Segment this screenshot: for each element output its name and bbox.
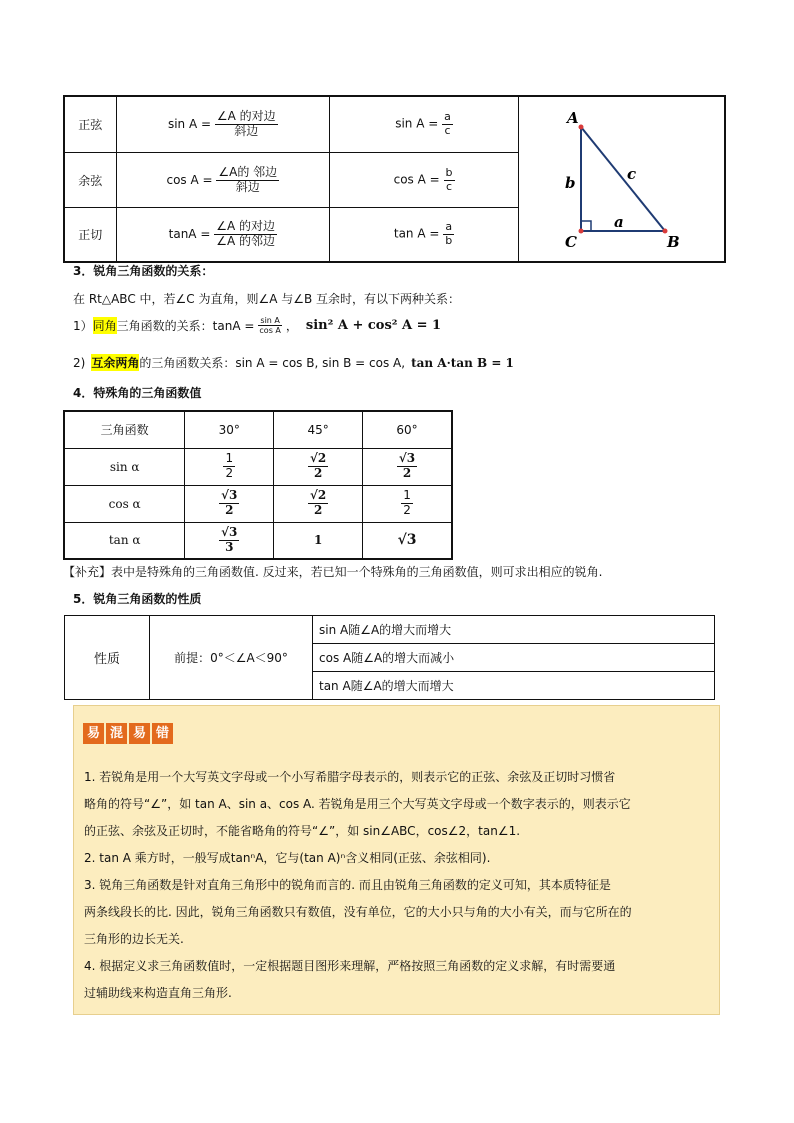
tip-line: 4. 根据定义求三角函数值时，一定根据题目图形来理解，严格按照三角函数的定义求解，有时需要通 [84, 959, 616, 973]
denominator: c [445, 179, 453, 193]
formula-lhs: cos A = [393, 172, 440, 187]
tangent-identity: tan A·tan B = 1 [411, 355, 514, 370]
numerator: ∠A 的对边 [216, 109, 276, 124]
numerator: sin A [260, 316, 280, 325]
fraction [442, 111, 453, 137]
definition-table [63, 95, 726, 263]
value-cell: 1 [274, 522, 363, 559]
property-item: tan A随∠A的增大而增大 [313, 672, 715, 700]
numerator: 1 [225, 451, 234, 466]
pythagorean-identity: sin² A + cos² A = 1 [305, 318, 442, 334]
fraction [444, 167, 455, 193]
table-row [64, 448, 452, 485]
numerator: b [445, 165, 453, 179]
function-name: cos α [64, 485, 185, 522]
value-cell [274, 485, 363, 522]
tip-paragraph-1 [84, 764, 710, 845]
def-letter-formula [330, 96, 519, 153]
fraction [443, 221, 454, 247]
numerator: √3 [221, 488, 238, 503]
function-name: sin α [64, 448, 185, 485]
fraction [216, 166, 279, 195]
denominator: ∠A 的邻边 [216, 233, 276, 248]
formula-lhs: cos A = [166, 172, 213, 187]
common-mistakes-box [73, 705, 720, 1015]
column-header: 30° [185, 411, 274, 448]
def-letter-formula [330, 207, 519, 262]
function-name: tan α [64, 522, 185, 559]
tip-line: 过辅助线来构造直角三角形. [84, 986, 232, 1000]
denominator: 3 [225, 539, 234, 554]
section-3-intro: 在 Rt△ABC 中，若∠C 为直角，则∠A 与∠B 互余时，有以下两种关系： [73, 292, 461, 306]
property-item: cos A随∠A的增大而减小 [313, 644, 715, 672]
numerator: √2 [310, 488, 327, 503]
property-item: sin A随∠A的增大而增大 [313, 616, 715, 644]
numerator: a [444, 110, 451, 124]
denominator: 2 [313, 466, 323, 480]
table-row [64, 522, 452, 559]
point-a [578, 125, 583, 130]
highlight-text: 同角 [92, 319, 117, 334]
numerator: √2 [310, 451, 327, 466]
denominator: 斜边 [235, 179, 260, 194]
item-text: 的三角函数关系：sin A = cos B, sin B = cos A, [139, 356, 406, 370]
def-name: 正弦 [64, 96, 116, 153]
section-5-heading: 5．锐角三角函数的性质 [73, 592, 202, 606]
numerator: √3 [398, 451, 416, 466]
relation-item-2 [73, 354, 514, 371]
def-name: 余弦 [64, 153, 116, 208]
def-word-formula [116, 153, 330, 208]
denominator: 2 [402, 466, 412, 480]
item-text: ， [285, 319, 298, 334]
denominator: 2 [403, 503, 411, 517]
numerator: ∠A的 邻边 [218, 164, 278, 179]
tip-paragraph-3 [84, 872, 710, 953]
supplement-note: 【补充】表中是特殊角的三角函数值. 反过来，若已知一个特殊角的三角函数值，则可求出相应的锐角. [63, 565, 603, 579]
fraction [397, 452, 417, 481]
fraction [219, 489, 239, 518]
tip-paragraph-2: 2. tan A 乘方时，一般写成tanⁿA，它与(tan A)ⁿ含义相同(正弦、余弦相同). [84, 851, 491, 865]
premise-cell: 前提：0°＜∠A＜90° [150, 616, 313, 700]
mistakes-badge [83, 723, 175, 744]
property-table [64, 615, 715, 700]
special-angle-table [63, 410, 453, 560]
section-3-heading: 3．锐角三角函数的关系： [73, 264, 214, 278]
badge-char: 易 [83, 723, 104, 744]
fraction [215, 110, 278, 139]
table-row [64, 485, 452, 522]
denominator: 2 [225, 466, 234, 480]
item-text: 三角函数的关系：tanA = [116, 319, 255, 334]
denominator: 2 [313, 503, 323, 517]
def-letter-formula [330, 153, 519, 208]
numerator: ∠A 的对边 [216, 219, 276, 234]
numerator: a [445, 220, 453, 234]
table-row [64, 96, 725, 153]
value-cell [274, 448, 363, 485]
fraction [257, 316, 282, 335]
label-c-vertex: C [564, 233, 577, 251]
property-label: 性质 [65, 616, 150, 700]
triangle-diagram-cell [518, 96, 725, 262]
numerator: √3 [221, 524, 238, 539]
def-word-formula [116, 207, 330, 262]
fraction [219, 526, 239, 555]
fraction [401, 489, 413, 518]
badge-char: 混 [106, 723, 127, 744]
label-b-vertex: B [666, 233, 680, 251]
denominator: cos A [259, 326, 281, 336]
denominator: 斜边 [234, 124, 259, 139]
def-word-formula [116, 96, 330, 153]
value-cell [185, 522, 274, 559]
section-4-heading: 4．特殊角的三角函数值 [73, 386, 202, 400]
tip-line: 1. 若锐角是用一个大写英文字母或一个小写希腊字母表示的，则表示它的正弦、余弦及正切时习惯省 [84, 770, 616, 784]
table-header-row [64, 411, 452, 448]
value-cell: √3 [363, 522, 452, 559]
label-side-a: a [613, 213, 624, 231]
denominator: b [445, 233, 453, 247]
relation-item-1 [73, 316, 441, 335]
label-a-vertex: A [566, 109, 579, 127]
formula-lhs: tanA = [168, 226, 211, 241]
item-number: 2) [73, 355, 86, 370]
highlight-text: 互余两角 [91, 356, 140, 370]
def-name: 正切 [64, 207, 116, 262]
point-c [578, 229, 583, 234]
tip-line: 三角形的边长无关. [84, 932, 184, 946]
tip-paragraph-4 [84, 953, 710, 1007]
formula-lhs: tan A = [393, 226, 440, 241]
badge-char: 易 [129, 723, 150, 744]
column-header: 60° [363, 411, 452, 448]
value-cell [363, 485, 452, 522]
denominator: 2 [225, 503, 234, 517]
formula-lhs: sin A = [167, 117, 212, 132]
label-side-c: c [626, 165, 637, 183]
fraction [223, 452, 235, 481]
tip-line: 的正弦、余弦及正切时，不能省略角的符号“∠”，如 sin∠ABC，cos∠2，tan∠1. [84, 824, 521, 838]
column-header: 三角函数 [64, 411, 185, 448]
label-side-b: b [564, 174, 576, 192]
badge-char: 错 [152, 723, 173, 744]
tip-line: 两条线段长的比. 因此，锐角三角函数只有数值，没有单位，它的大小只与角的大小有关，而与它所在的 [84, 905, 632, 919]
tip-line: 略角的符号“∠”，如 tan A、sin a、cos A. 若锐角是用三个大写英文字母或一个数字表示的，则表示它 [84, 797, 631, 811]
tip-line: 3. 锐角三角函数是针对直角三角形中的锐角而言的. 而且由锐角三角函数的定义可知，其本质特征是 [84, 878, 611, 892]
column-header: 45° [274, 411, 363, 448]
fraction [214, 220, 277, 249]
fraction [308, 452, 328, 481]
value-cell [185, 485, 274, 522]
right-triangle-diagram [519, 97, 724, 258]
denominator: c [444, 124, 451, 138]
numerator: 1 [403, 488, 411, 503]
fraction [308, 489, 328, 518]
table-row [65, 616, 715, 644]
item-number: 1） [73, 319, 93, 334]
value-cell [363, 448, 452, 485]
value-cell [185, 448, 274, 485]
formula-lhs: sin A = [395, 117, 439, 132]
